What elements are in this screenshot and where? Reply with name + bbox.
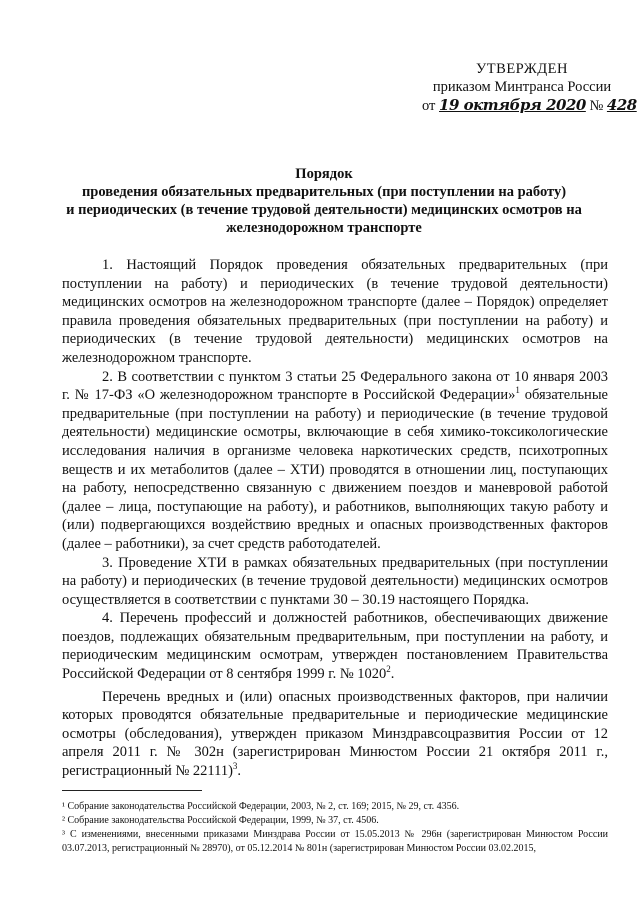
footnote-2: ² Собрание законодательства Российской Федерации, 1999, № 37, ст. 4506. [62,815,379,826]
handwritten-number: 428 [606,96,637,114]
paragraph-1: 1. Настоящий Порядок проведения обязательных предварительных (при поступлении на работу) и периодических (в течение трудовой деятельности) медицинских осмотров на железнодорожном транспорте (далее – Порядок) определяет правила проведения обязательных предварительных (при поступлении на работу) и периодических (в течение трудовой деятельности) медицинских осмотров на железнодорожном транспорте. [62,257,608,366]
paragraph-5-part-b: . [237,763,242,780]
number-label: № [589,98,604,114]
paragraph-4-part-a: 4. Перечень профессий и должностей работников, обеспечивающих движение поездов, подлежащих обязательным предварительным, при поступлении на работу, и периодическим медицинским осмотрам, утвержден постановлением Правительства Российской Федерации от 8 сентября 1999 г. № 1020 [62,610,608,683]
date-prefix: от [422,98,436,114]
document-title [60,165,588,237]
approved-label: УТВЕРЖДЕН [476,61,568,77]
paragraph-2-part-a: 2. В соответствии с пунктом 3 статьи 25 Федерального закона от 10 января 2003 г. № 17-ФЗ «О железнодорожном транспорте в Российской Федерации» [62,368,608,404]
order-by-label: приказом Минтранса России [432,79,612,95]
paragraph-4 [62,609,608,683]
paragraph-3: 3. Проведение ХТИ в рамках обязательных предварительных (при поступлении на работу) и периодических (в течение трудовой деятельности) медицинских осмотров осуществляется в соответствии с пунктами 30 – 30.19 настоящего Порядка. [62,554,608,608]
handwritten-date: 19 октября 2020 [439,96,586,114]
paragraph-5 [62,688,608,781]
footnote-3: ³ С изменениями, внесенными приказами Минздрава России от 15.05.2013 № 296н (зарегистрирован Минюстом России 03.07.2013, регистрационный № 28970), от 05.12.2014 № 801н (зарегистрирован Минюстом России 03.02.2015, [62,829,608,854]
paragraph-2 [62,368,608,554]
title-line-3: и периодических (в течение трудовой деятельности) медицинских осмотров на [66,202,582,218]
title-line-4: железнодорожном транспорте [226,220,422,236]
title-line-1: Порядок [295,166,353,182]
footnotes [62,800,608,856]
title-line-2: проведения обязательных предварительных (при поступлении на работу) [81,184,567,200]
footnote-ref-1: 1 [515,385,520,396]
paragraph-4-part-b: . [390,666,395,683]
document-body [62,256,608,781]
approval-stamp [422,60,637,115]
footnote-divider [62,790,202,791]
footnote-1: ¹ Собрание законодательства Российской Федерации, 2003, № 2, ст. 169; 2015, № 29, ст. 4356. [62,801,460,812]
paragraph-2-part-b: обязательные предварительные (при поступлении на работу) и периодические (в течение трудовой деятельности) медицинские осмотры, включающие в себя химико-токсикологические исследования наличия в организме человека наркотических средств, психотропных веществ и их метаболитов (далее – ХТИ) проводятся в отношении лиц, поступающих на работу, непосредственно связанную с движением поездов и маневровой работой (далее – лица, поступающие на работу), и работников, выполняющих такую работу и (или) подвергающихся воздействию вредных и опасных производственных факторов (далее – работники), за счет средств работодателей. [62,387,608,552]
paragraph-5-part-a: Перечень вредных и (или) опасных производственных факторов, при наличии которых проводятся обязательные предварительные и периодические медицинские осмотры (обследования), утвержден приказом Минздравсоцразвития России от 12 апреля 2011 г. № 302н (зарегистрирован Минюстом России 21 октября 2011 г., регистрационный № 22111) [62,688,608,780]
footnote-ref-3: 3 [232,761,238,772]
order-date-line [422,96,637,115]
footnote-ref-2: 2 [386,664,391,675]
